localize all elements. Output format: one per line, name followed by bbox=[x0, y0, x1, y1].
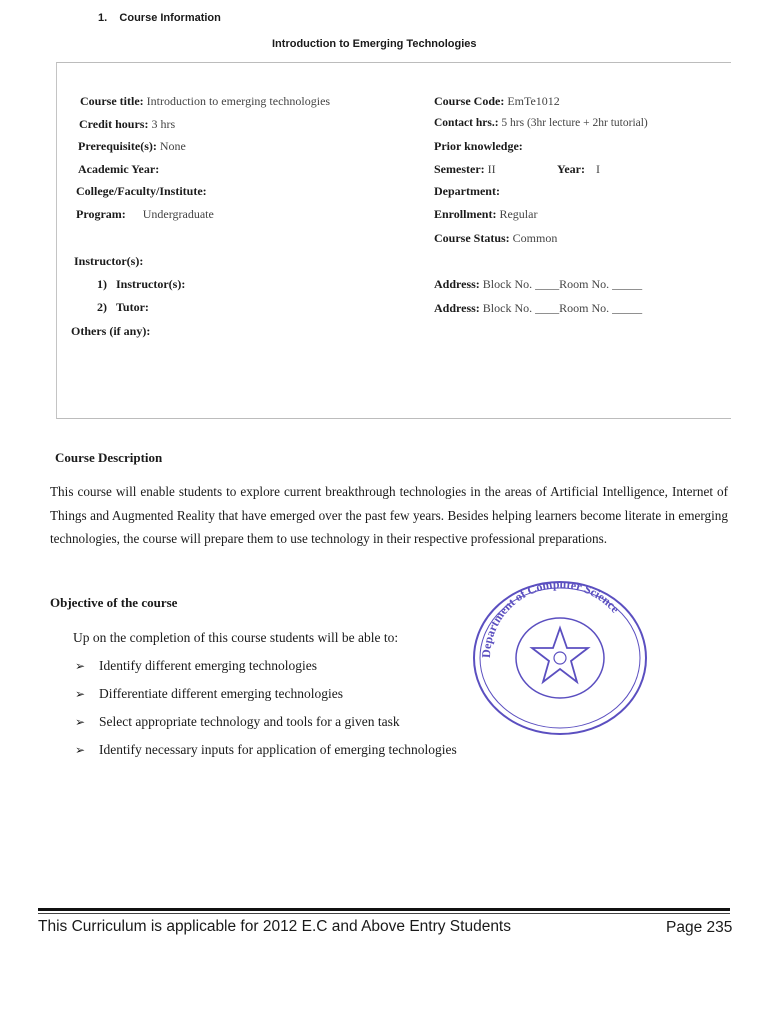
academic-year-label: Academic Year: bbox=[78, 162, 160, 176]
enrollment-label: Enrollment: bbox=[434, 207, 497, 221]
tutor-address-field bbox=[434, 301, 642, 316]
instructor-label: Instructor(s): bbox=[116, 277, 186, 291]
course-title-field bbox=[80, 94, 330, 109]
program-label: Program: bbox=[76, 207, 126, 221]
objective-text: Identify necessary inputs for application of emerging technologies bbox=[99, 742, 457, 757]
department-field bbox=[434, 184, 500, 199]
prerequisite-value: None bbox=[159, 139, 186, 153]
stamp-center-dot bbox=[554, 652, 566, 664]
credit-hours-value: 3 hrs bbox=[151, 117, 176, 131]
document-title: Introduction to Emerging Technologies bbox=[272, 38, 477, 50]
course-code-field bbox=[434, 94, 560, 109]
department-label: Department: bbox=[434, 184, 500, 198]
stamp-star-icon bbox=[532, 628, 588, 682]
objectives-intro: Up on the completion of this course students will be able to: bbox=[73, 630, 399, 645]
course-status-label: Course Status: bbox=[434, 231, 510, 245]
section-title: Course Information bbox=[119, 12, 221, 24]
course-title-label: Course title: bbox=[80, 94, 144, 108]
college-label: College/Faculty/Institute: bbox=[76, 184, 207, 198]
contact-hours-label: Contact hrs.: bbox=[434, 117, 499, 129]
course-code-value: EmTe1012 bbox=[507, 94, 560, 108]
semester-field bbox=[434, 162, 496, 177]
instructor-address-label: Address: bbox=[434, 277, 480, 291]
objective-text: Identify different emerging technologies bbox=[99, 658, 318, 673]
others-label: Others (if any): bbox=[71, 324, 151, 338]
section-number: 1. bbox=[98, 12, 108, 24]
instructor-address-value: Block No. ____Room No. _____ bbox=[482, 277, 643, 291]
program-value: Undergraduate bbox=[142, 207, 214, 221]
year-label: Year: bbox=[557, 162, 585, 176]
enrollment-value: Regular bbox=[499, 207, 538, 221]
credit-hours-label: Credit hours: bbox=[79, 117, 149, 131]
instructors-heading bbox=[74, 254, 143, 269]
instructor-address-field bbox=[434, 277, 642, 292]
prior-knowledge-field bbox=[434, 139, 523, 154]
objective-item bbox=[75, 686, 343, 702]
year-field bbox=[557, 162, 600, 177]
course-description-heading: Course Description bbox=[55, 450, 163, 465]
semester-value: II bbox=[487, 162, 496, 176]
footer-rule bbox=[38, 908, 730, 911]
bullet-arrow-icon: ➢ bbox=[75, 743, 86, 757]
semester-label: Semester: bbox=[434, 162, 485, 176]
tutor-label: Tutor: bbox=[116, 300, 149, 314]
credit-hours-field bbox=[79, 117, 175, 132]
bullet-arrow-icon: ➢ bbox=[75, 715, 86, 729]
prerequisite-label: Prerequisite(s): bbox=[78, 139, 157, 153]
enrollment-field bbox=[434, 207, 537, 222]
stamp-text: Department of Computer Science bbox=[478, 578, 623, 659]
page-number: Page 235 bbox=[666, 919, 733, 936]
footer-rule-thin bbox=[38, 913, 730, 914]
objective-item bbox=[75, 742, 457, 758]
tutor-address-label: Address: bbox=[434, 301, 480, 315]
bullet-arrow-icon: ➢ bbox=[75, 659, 86, 673]
footer-text: This Curriculum is applicable for 2012 E.C and Above Entry Students bbox=[38, 918, 511, 935]
section-heading bbox=[98, 12, 221, 24]
prior-knowledge-label: Prior knowledge: bbox=[434, 139, 523, 153]
objective-text: Select appropriate technology and tools for a given task bbox=[99, 714, 400, 729]
objective-text: Differentiate different emerging technologies bbox=[99, 686, 344, 701]
objectives-heading: Objective of the course bbox=[50, 595, 178, 610]
objective-item bbox=[75, 714, 400, 730]
tutor-number: 2) bbox=[97, 300, 107, 314]
contact-hours-field bbox=[434, 117, 648, 129]
course-code-label: Course Code: bbox=[434, 94, 505, 108]
course-info-box bbox=[56, 62, 731, 419]
year-value: I bbox=[595, 162, 600, 176]
program-field bbox=[76, 207, 214, 222]
instructor-number: 1) bbox=[97, 277, 107, 291]
contact-hours-value: 5 hrs (3hr lecture + 2hr tutorial) bbox=[501, 117, 648, 129]
course-status-value: Common bbox=[512, 231, 558, 245]
department-stamp-icon bbox=[462, 578, 652, 738]
others-field bbox=[71, 324, 150, 339]
instructor-row bbox=[97, 277, 185, 292]
college-field bbox=[76, 184, 207, 199]
course-description-text: This course will enable students to explore current breakthrough technologies in the areas of Artificial Intelligence, Internet of Things and Augmented Reality that have emerged over the past few years. Besides helping learners become literate in emerging technologies, the course will prepare them to use technology in their respective professional preparations. bbox=[50, 484, 728, 546]
prerequisite-field bbox=[78, 139, 186, 154]
bullet-arrow-icon: ➢ bbox=[75, 687, 86, 701]
academic-year-field bbox=[78, 162, 159, 177]
tutor-row bbox=[97, 300, 149, 315]
instructors-label: Instructor(s): bbox=[74, 254, 144, 268]
tutor-address-value: Block No. ____Room No. _____ bbox=[482, 301, 643, 315]
course-status-field bbox=[434, 231, 557, 246]
course-title-value: Introduction to emerging technologies bbox=[146, 94, 331, 108]
objective-item bbox=[75, 658, 317, 674]
